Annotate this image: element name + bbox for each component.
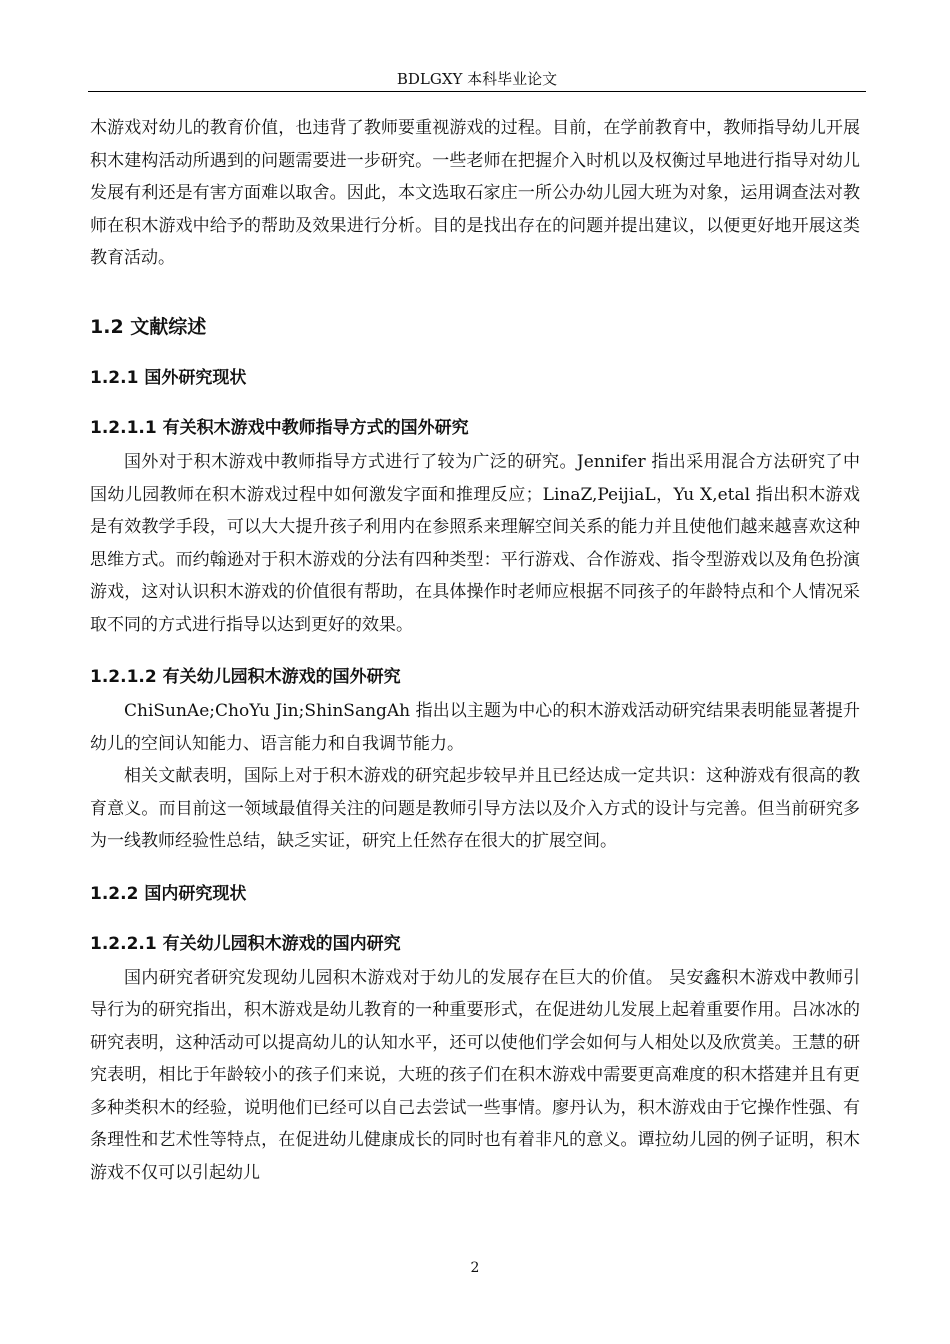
section-heading-1-2-1-1: 1.2.1.1 有关积木游戏中教师指导方式的国外研究 (90, 418, 469, 438)
paragraph-foreign-summary: 相关文献表明，国际上对于积木游戏的研究起步较早并且已经达成一定共识：这种游戏有很高的教育意义。而目前这一领域最值得关注的问题是教师引导方法以及介入方式的设计与完善。但当前研究多为一线教师经验性总结，缺乏实证，研究上任然存在很大的扩展空间。 (90, 766, 860, 851)
paragraph-foreign-guidance: 国外对于积木游戏中教师指导方式进行了较为广泛的研究。Jennifer 指出采用混合方法研究了中国幼儿园教师在积木游戏过程中如何激发字面和推理反应；LinaZ,PeijiaL，Yu X,etal 指出积木游戏是有效教学手段，可以大大提升孩子利用内在参照系来理解空间关系的能力并且使他们越来越喜欢这种思维方式。而约翰逊对于积木游戏的分法有四种类型：平行游戏、合作游戏、指令型游戏以及角色扮演游戏，这对认识积木游戏的价值很有帮助，在具体操作时老师应根据不同孩子的年龄特点和个人情况采取不同的方式进行指导以达到更好的效果。 (90, 452, 860, 635)
section-heading-1-2-2-1: 1.2.2.1 有关幼儿园积木游戏的国内研究 (90, 933, 401, 954)
page-number: 2 (470, 1260, 480, 1276)
running-header: BDLGXY 本科毕业论文 (396, 70, 558, 88)
section-heading-1-2-1: 1.2.1 国外研究现状 (90, 368, 247, 388)
header-divider (88, 91, 866, 92)
section-heading-1-2: 1.2 文献综述 (90, 316, 207, 338)
page-body (90, 112, 860, 1189)
section-heading-1-2-1-2: 1.2.1.2 有关幼儿园积木游戏的国外研究 (90, 667, 401, 687)
paragraph-intro: 木游戏对幼儿的教育价值，也违背了教师要重视游戏的过程。目前，在学前教育中，教师指导幼儿开展积木建构活动所遇到的问题需要进一步研究。一些老师在把握介入时机以及权衡过早地进行指导对幼儿发展有利还是有害方面难以取舍。因此，本文选取石家庄一所公办幼儿园大班为对象，运用调查法对教师在积木游戏中给予的帮助及效果进行分析。目的是找出存在的问题并提出建议，以便更好地开展这类教育活动。 (90, 118, 860, 268)
paragraph-foreign-study: ChiSunAe;ChoYu Jin;ShinSangAh 指出以主题为中心的积木游戏活动研究结果表明能显著提升幼儿的空间认知能力、语言能力和自我调节能力。 (90, 701, 860, 754)
paragraph-domestic-study: 国内研究者研究发现幼儿园积木游戏对于幼儿的发展存在巨大的价值。 吴安鑫积木游戏中教师引导行为的研究指出，积木游戏是幼儿教育的一种重要形式，在促进幼儿发展上起着重要作用。吕冰冰的研究表明，这种活动可以提高幼儿的认知水平，还可以使他们学会如何与人相处以及欣赏美。王慧的研究表明，相比于年龄较小的孩子们来说，大班的孩子们在积木游戏中需要更高难度的积木搭建并且有更多种类积木的经验，说明他们已经可以自己去尝试一些事情。廖丹认为，积木游戏由于它操作性强、有条理性和艺术性等特点，在促进幼儿健康成长的同时也有着非凡的意义。谭拉幼儿园的例子证明，积木游戏不仅可以引起幼儿 (90, 967, 860, 1183)
section-heading-1-2-2: 1.2.2 国内研究现状 (90, 883, 247, 904)
